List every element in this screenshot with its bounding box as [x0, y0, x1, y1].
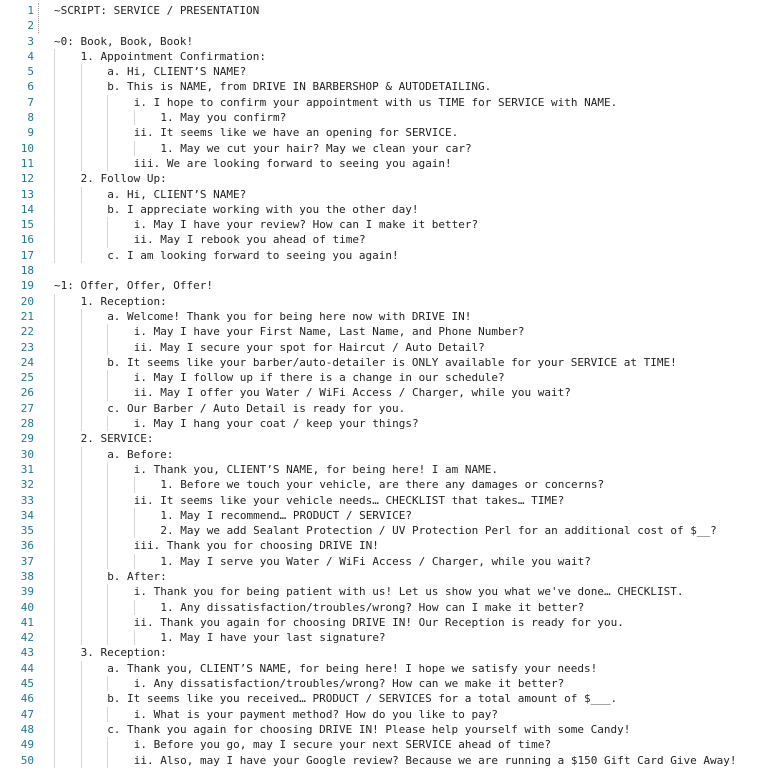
- line-number: 42: [20, 631, 34, 645]
- indent-guide: [54, 508, 55, 523]
- indent-guide: [54, 615, 55, 630]
- indent-guide: [54, 248, 55, 263]
- line-number: 47: [20, 707, 34, 721]
- line-number: 9: [27, 126, 34, 140]
- line-text: ~SCRIPT: SERVICE / PRESENTATION: [54, 4, 260, 17]
- editor-line[interactable]: [0, 493, 778, 508]
- editor-line[interactable]: [0, 141, 778, 156]
- line-number: 39: [20, 585, 34, 599]
- indent-guide: [134, 477, 135, 492]
- indent-guide: [134, 141, 135, 156]
- line-number: 27: [20, 401, 34, 415]
- indent-guide: [81, 401, 82, 416]
- line-text: ii. It seems like we have an opening for SERVICE.: [133, 126, 459, 140]
- line-number: 38: [20, 569, 34, 583]
- line-number: 8: [27, 111, 34, 125]
- indent-guide: [81, 202, 82, 217]
- line-text: 1. May you confirm?: [160, 111, 287, 125]
- indent-guide: [54, 416, 55, 431]
- indent-guide: [54, 753, 55, 768]
- editor-line[interactable]: [0, 171, 778, 186]
- indent-guide: [54, 630, 55, 645]
- indent-guide: [107, 324, 108, 339]
- editor-line[interactable]: [0, 753, 778, 768]
- indent-guide: [81, 141, 82, 156]
- indent-guide: [81, 340, 82, 355]
- indent-guide: [81, 722, 82, 737]
- line-text: i. What is your payment method? How do you like to pay?: [133, 707, 499, 721]
- line-text: 2. Follow Up:: [80, 172, 167, 186]
- indent-guide: [107, 477, 108, 492]
- indent-guide: [107, 630, 108, 645]
- editor-line[interactable]: [0, 324, 778, 339]
- editor-line[interactable]: [0, 508, 778, 523]
- indent-guide: [107, 156, 108, 171]
- indent-guide: [81, 156, 82, 171]
- indent-guide: [107, 493, 108, 508]
- editor-line[interactable]: [0, 202, 778, 217]
- line-text: ~0: Book, Book, Book!: [54, 34, 194, 48]
- editor-line[interactable]: [0, 125, 778, 140]
- indent-guide: [54, 171, 55, 186]
- line-text: i. May I follow up if there is a change in our schedule?: [133, 371, 505, 385]
- indent-guide: [107, 385, 108, 400]
- indent-guide: [107, 584, 108, 599]
- indent-guide: [107, 141, 108, 156]
- line-number: 12: [20, 172, 34, 186]
- line-number: 40: [20, 600, 34, 614]
- line-number: 23: [20, 340, 34, 354]
- indent-guide: [81, 232, 82, 247]
- line-text: 3. Reception:: [80, 646, 167, 660]
- line-number: 29: [20, 432, 34, 446]
- line-number: 21: [20, 309, 34, 323]
- indent-guide: [54, 64, 55, 79]
- indent-guide: [81, 370, 82, 385]
- editor-line[interactable]: [0, 584, 778, 599]
- indent-guide: [107, 125, 108, 140]
- indent-guide: [107, 416, 108, 431]
- line-text: b. It seems like your barber/auto-detailer is ONLY available for your SERVICE at TIME!: [107, 355, 677, 369]
- indent-guide: [81, 64, 82, 79]
- indent-guide: [54, 324, 55, 339]
- editor-line[interactable]: [0, 79, 778, 94]
- indent-guide: [81, 508, 82, 523]
- indent-guide: [54, 232, 55, 247]
- line-text: 1. Any dissatisfaction/troubles/wrong? How can I make it better?: [160, 600, 585, 614]
- line-text: 1. May I have your last signature?: [160, 631, 386, 645]
- editor-line[interactable]: [0, 385, 778, 400]
- line-text: b. It seems like you received… PRODUCT / SERVICES for a total amount of $___.: [107, 692, 618, 706]
- line-text: i. May I have your review? How can I make it better?: [133, 218, 479, 232]
- indent-guide: [81, 569, 82, 584]
- indent-guide: [107, 217, 108, 232]
- indent-guide: [81, 355, 82, 370]
- editor-line[interactable]: [0, 554, 778, 569]
- line-number: 7: [27, 95, 34, 109]
- indent-guide: [81, 753, 82, 768]
- indent-guide: [54, 370, 55, 385]
- line-text: 1. May we cut your hair? May we clean your car?: [160, 141, 472, 155]
- indent-guide: [54, 431, 55, 446]
- indent-guide: [54, 340, 55, 355]
- line-number: 11: [20, 156, 34, 170]
- indent-guide: [107, 676, 108, 691]
- indent-guide: [81, 691, 82, 706]
- indent-guide: [81, 477, 82, 492]
- editor-line[interactable]: [0, 523, 778, 538]
- indent-guide: [134, 630, 135, 645]
- editor-line[interactable]: [0, 187, 778, 202]
- line-text: i. I hope to confirm your appointment with us TIME for SERVICE with NAME.: [133, 95, 618, 109]
- line-text: ~1: Offer, Offer, Offer!: [54, 279, 213, 293]
- line-text: ii. Also, may I have your Google review? Because we are running a $150 Gift Card Give Away!: [133, 753, 737, 767]
- editor-line[interactable]: [0, 263, 778, 278]
- line-number: 33: [20, 493, 34, 507]
- line-number: 32: [20, 478, 34, 492]
- indent-guide: [54, 202, 55, 217]
- line-number: 50: [20, 753, 34, 767]
- line-text: a. Welcome! Thank you for being here now with DRIVE IN!: [107, 309, 472, 323]
- editor-line[interactable]: [0, 401, 778, 416]
- line-number: 16: [20, 233, 34, 247]
- indent-guide: [107, 600, 108, 615]
- editor-line[interactable]: [0, 64, 778, 79]
- line-text: a. Before:: [107, 447, 174, 461]
- editor-line[interactable]: [0, 278, 778, 293]
- indent-guide: [81, 95, 82, 110]
- indent-guide: [134, 110, 135, 125]
- indent-guide: [107, 737, 108, 752]
- editor-line[interactable]: [0, 707, 778, 722]
- line-text: b. I appreciate working with you the other day!: [107, 202, 419, 216]
- editor-line[interactable]: [0, 95, 778, 110]
- indent-guide: [54, 584, 55, 599]
- line-number: 35: [20, 524, 34, 538]
- editor-line[interactable]: [0, 645, 778, 660]
- indent-guide: [54, 737, 55, 752]
- line-text: ii. May I rebook you ahead of time?: [133, 233, 366, 247]
- line-text: ii. Thank you again for choosing DRIVE IN! Our Reception is ready for you.: [133, 615, 624, 629]
- line-text: 1. May I serve you Water / WiFi Access / Charger, while you wait?: [160, 554, 591, 568]
- editor-line[interactable]: [0, 49, 778, 64]
- line-text: i. Thank you, CLIENT’S NAME, for being here! I am NAME.: [133, 462, 499, 476]
- line-text: c. Thank you again for choosing DRIVE IN! Please help yourself with some Candy!: [107, 722, 631, 736]
- indent-guide: [107, 232, 108, 247]
- line-number: 46: [20, 692, 34, 706]
- indent-guide: [54, 600, 55, 615]
- editor-line[interactable]: [0, 3, 778, 18]
- line-number: 10: [20, 141, 34, 155]
- line-number: 48: [20, 722, 34, 736]
- editor-line[interactable]: [0, 661, 778, 676]
- indent-guide: [54, 217, 55, 232]
- indent-guide: [54, 447, 55, 462]
- line-number: 36: [20, 539, 34, 553]
- line-number: 19: [20, 279, 34, 293]
- line-number: 45: [20, 677, 34, 691]
- indent-guide: [54, 49, 55, 64]
- indent-guide: [107, 523, 108, 538]
- line-number: 4: [27, 49, 34, 63]
- line-number: 41: [20, 615, 34, 629]
- indent-guide: [54, 569, 55, 584]
- line-number: 34: [20, 508, 34, 522]
- indent-guide: [81, 217, 82, 232]
- indent-guide: [134, 554, 135, 569]
- line-text: 2. SERVICE:: [80, 432, 154, 446]
- line-number: 37: [20, 554, 34, 568]
- indent-guide: [107, 615, 108, 630]
- line-text: iii. Thank you for choosing DRIVE IN!: [133, 539, 379, 553]
- line-number: 2: [27, 19, 34, 33]
- line-text: a. Thank you, CLIENT’S NAME, for being here! I hope we satisfy your needs!: [107, 661, 598, 675]
- line-text: 1. Before we touch your vehicle, are there any damages or concerns?: [160, 478, 605, 492]
- indent-guide: [81, 707, 82, 722]
- indent-guide: [54, 79, 55, 94]
- line-number: 20: [20, 294, 34, 308]
- editor-line[interactable]: [0, 294, 778, 309]
- line-text: i. Before you go, may I secure your next SERVICE ahead of time?: [133, 738, 552, 752]
- editor-line[interactable]: [0, 416, 778, 431]
- editor-line[interactable]: [0, 630, 778, 645]
- indent-guide: [54, 125, 55, 140]
- indent-guide: [107, 707, 108, 722]
- indent-guide: [81, 600, 82, 615]
- line-text: i. Any dissatisfaction/troubles/wrong? How can we make it better?: [133, 677, 565, 691]
- indent-guide: [54, 477, 55, 492]
- indent-guide: [81, 187, 82, 202]
- indent-guide: [81, 538, 82, 553]
- editor-line[interactable]: [0, 248, 778, 263]
- editor-line[interactable]: [0, 18, 778, 33]
- indent-guide: [81, 554, 82, 569]
- line-number: 3: [27, 34, 34, 48]
- editor-line[interactable]: [0, 156, 778, 171]
- indent-guide: [54, 722, 55, 737]
- indent-guide: [81, 79, 82, 94]
- editor-line[interactable]: [0, 34, 778, 49]
- editor-line[interactable]: [0, 691, 778, 706]
- indent-guide: [107, 370, 108, 385]
- indent-guide: [54, 385, 55, 400]
- indent-guide: [107, 110, 108, 125]
- line-text: i. Thank you for being patient with us! Let us show you what we've done… CHECKLIST.: [133, 585, 684, 599]
- editor-line[interactable]: [0, 447, 778, 462]
- indent-guide: [81, 615, 82, 630]
- line-number: 14: [20, 202, 34, 216]
- indent-guide: [134, 600, 135, 615]
- line-number: 15: [20, 218, 34, 232]
- indent-guide: [81, 309, 82, 324]
- indent-guide: [54, 554, 55, 569]
- line-number: 31: [20, 462, 34, 476]
- line-text: ii. It seems like your vehicle needs… CHECKLIST that takes… TIME?: [133, 493, 565, 507]
- line-text: iii. We are looking forward to seeing you again!: [133, 156, 452, 170]
- line-text: c. Our Barber / Auto Detail is ready for you.: [107, 401, 406, 415]
- line-number: 28: [20, 417, 34, 431]
- line-number: 24: [20, 355, 34, 369]
- indent-guide: [107, 95, 108, 110]
- indent-guide: [54, 462, 55, 477]
- indent-guide: [81, 447, 82, 462]
- editor-line[interactable]: [0, 462, 778, 477]
- indent-guide: [54, 141, 55, 156]
- indent-guide: [107, 462, 108, 477]
- indent-guide: [54, 294, 55, 309]
- indent-guide: [81, 324, 82, 339]
- editor-line[interactable]: [0, 676, 778, 691]
- indent-guide: [54, 355, 55, 370]
- indent-guide: [81, 493, 82, 508]
- line-number: 6: [27, 80, 34, 94]
- indent-guide: [81, 661, 82, 676]
- line-text: a. Hi, CLIENT’S NAME?: [107, 65, 247, 79]
- indent-guide: [134, 508, 135, 523]
- indent-guide: [81, 523, 82, 538]
- indent-guide: [54, 707, 55, 722]
- editor-line[interactable]: [0, 600, 778, 615]
- editor-lines[interactable]: [0, 3, 778, 768]
- line-number: 18: [20, 264, 34, 278]
- indent-guide: [81, 676, 82, 691]
- line-number: 49: [20, 738, 34, 752]
- indent-guide: [54, 661, 55, 676]
- line-text: c. I am looking forward to seeing you again!: [107, 248, 399, 262]
- line-text: b. This is NAME, from DRIVE IN BARBERSHOP & AUTODETAILING.: [107, 80, 492, 94]
- line-number: 44: [20, 661, 34, 675]
- editor-line[interactable]: [0, 110, 778, 125]
- line-text: i. May I hang your coat / keep your things?: [133, 417, 419, 431]
- indent-guide: [81, 584, 82, 599]
- line-number: 22: [20, 325, 34, 339]
- editor-line[interactable]: [0, 232, 778, 247]
- editor-line[interactable]: [0, 737, 778, 752]
- indent-guide: [81, 385, 82, 400]
- line-number: 43: [20, 646, 34, 660]
- line-text: ii. May I offer you Water / WiFi Access / Charger, while you wait?: [133, 386, 571, 400]
- indent-guide: [54, 676, 55, 691]
- indent-guide: [81, 125, 82, 140]
- editor-line[interactable]: [0, 431, 778, 446]
- indent-guide: [107, 538, 108, 553]
- line-number: 26: [20, 386, 34, 400]
- line-number: 17: [20, 248, 34, 262]
- line-text: 1. May I recommend… PRODUCT / SERVICE?: [160, 508, 413, 522]
- line-text: a. Hi, CLIENT’S NAME?: [107, 187, 247, 201]
- line-number: 1: [27, 4, 34, 17]
- indent-guide: [81, 416, 82, 431]
- editor-line[interactable]: [0, 217, 778, 232]
- indent-guide: [107, 753, 108, 768]
- line-text: i. May I have your First Name, Last Name, and Phone Number?: [133, 325, 525, 339]
- indent-guide: [54, 187, 55, 202]
- indent-guide: [54, 645, 55, 660]
- indent-guide: [134, 523, 135, 538]
- editor-line[interactable]: [0, 355, 778, 370]
- editor-line[interactable]: [0, 722, 778, 737]
- indent-guide: [81, 110, 82, 125]
- editor-line[interactable]: [0, 477, 778, 492]
- line-number: 30: [20, 447, 34, 461]
- indent-guide: [54, 309, 55, 324]
- indent-guide: [81, 248, 82, 263]
- indent-guide: [54, 538, 55, 553]
- indent-guide: [54, 493, 55, 508]
- indent-guide: [54, 401, 55, 416]
- indent-guide: [54, 523, 55, 538]
- line-number: 5: [27, 65, 34, 79]
- indent-guide: [107, 340, 108, 355]
- line-number: 13: [20, 187, 34, 201]
- indent-guide: [54, 691, 55, 706]
- indent-guide: [54, 156, 55, 171]
- indent-guide: [107, 508, 108, 523]
- editor-line[interactable]: [0, 569, 778, 584]
- indent-guide: [81, 737, 82, 752]
- indent-guide: [54, 95, 55, 110]
- editor-line[interactable]: [0, 615, 778, 630]
- editor-line[interactable]: [0, 370, 778, 385]
- line-text: b. After:: [107, 569, 167, 583]
- line-text: ii. May I secure your spot for Haircut / Auto Detail?: [133, 340, 485, 354]
- indent-guide: [54, 110, 55, 125]
- line-text: 2. May we add Sealant Protection / UV Protection Perl for an additional cost of $__?: [160, 524, 717, 538]
- line-number: 25: [20, 371, 34, 385]
- editor-line[interactable]: [0, 538, 778, 553]
- editor-line[interactable]: [0, 340, 778, 355]
- editor-line[interactable]: [0, 309, 778, 324]
- line-text: 1. Appointment Confirmation:: [80, 49, 267, 63]
- line-text: 1. Reception:: [80, 294, 167, 308]
- indent-guide: [81, 462, 82, 477]
- indent-guide: [81, 630, 82, 645]
- indent-guide: [107, 554, 108, 569]
